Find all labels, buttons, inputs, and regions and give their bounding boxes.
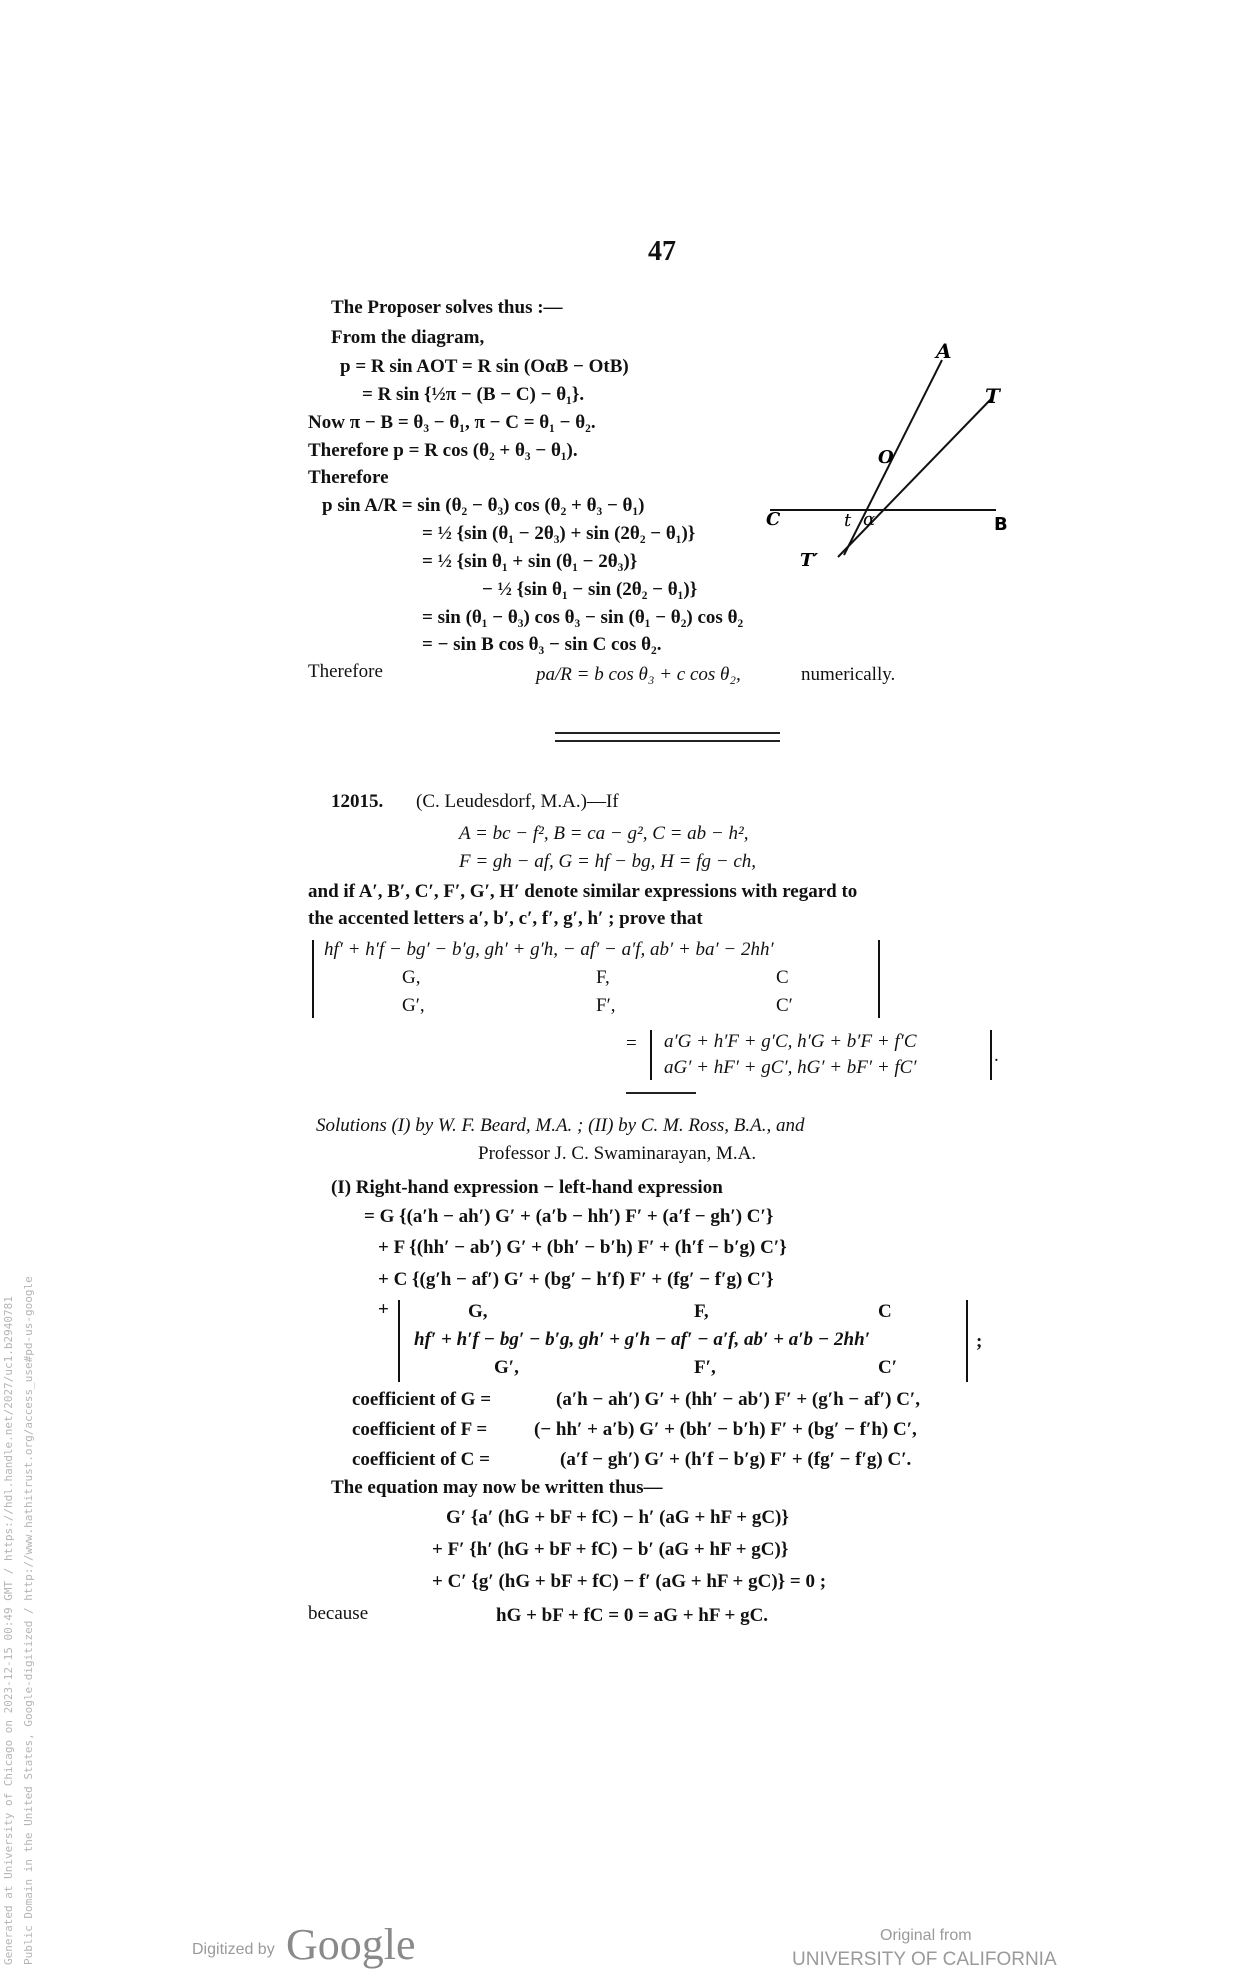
- eq-psinA-6: = − sin B cos θ₃ − sin C cos θ₂.: [422, 634, 662, 655]
- det1-r2-c3: C: [776, 967, 789, 988]
- det1-right-bar: [878, 940, 880, 1018]
- solutions-heading-2: Professor J. C. Swaminarayan, M.A.: [478, 1143, 757, 1164]
- eq-psinA-3: = ½ {sin θ₁ + sin (θ₁ − 2θ₃)}: [422, 551, 638, 572]
- eq-psinA-1: p sin A/R = sin (θ₂ − θ₃) cos (θ₂ + θ₃ − θ₁): [322, 495, 645, 516]
- coef-C-label: coefficient of C =: [352, 1449, 490, 1470]
- det1-r3-c1: G′,: [402, 995, 425, 1016]
- original-from-label: Original from: [880, 1927, 972, 1944]
- solutions-heading: Solutions (I) by W. F. Beard, M.A. ; (II) by C. M. Ross, B.A., and: [316, 1115, 805, 1136]
- label-B: B: [994, 514, 1008, 535]
- short-divider: [626, 1092, 696, 1094]
- equation-line-1: G′ {a′ (hG + bF + fC) − h′ (aG + hF + gC)}: [446, 1507, 789, 1528]
- det3-r3-c3: C′: [878, 1357, 898, 1378]
- det-equals: =: [626, 1033, 637, 1054]
- eq-p-2: = R sin {½π − (B − C) − θ₁}.: [362, 384, 585, 405]
- det3-r3-c1: G′,: [494, 1357, 519, 1378]
- equation-line-2: + F′ {h′ (hG + bF + fC) − b′ (aG + hF + gC)}: [432, 1539, 789, 1560]
- det3-r3-c2: F′,: [694, 1357, 716, 1378]
- eq-p-1: p = R sin AOT = R sin (OαB − OtB): [340, 356, 629, 377]
- therefore-2: Therefore: [308, 467, 389, 488]
- label-O: O: [878, 447, 894, 468]
- label-C: C: [766, 509, 781, 530]
- line-TT-prime: [838, 398, 992, 557]
- problem-eq-1: A = bc − f², B = ca − g², C = ab − h²,: [459, 823, 749, 844]
- eq-psinA-2: = ½ {sin (θ₁ − 2θ₃) + sin (2θ₂ − θ₁)}: [422, 523, 696, 544]
- because-equation: hG + bF + fC = 0 = aG + hF + gC.: [496, 1605, 769, 1626]
- therefore-3: Therefore: [308, 661, 383, 682]
- label-t: t: [844, 510, 852, 531]
- problem-author: (C. Leudesdorf, M.A.)—If: [416, 791, 619, 812]
- coef-F-value: (− hh′ + a′b) G′ + (bh′ − b′h) F′ + (bg′ − f′h) C′,: [534, 1419, 917, 1440]
- det3-r1-c1: G,: [468, 1301, 488, 1322]
- problem-text-1: and if A′, B′, C′, F′, G′, H′ denote similar expressions with regard to: [308, 881, 858, 902]
- watermark-line-2: Public Domain in the United States, Google-digitized / http://www.hathitrust.org/access_use#pd-us-google: [22, 1276, 35, 1965]
- geometry-diagram: [760, 330, 1020, 580]
- solution-line-2: = G {(a′h − ah′) G′ + (a′b − hh′) F′ + (a′f − gh′) C′}: [364, 1206, 774, 1227]
- section-divider-top: [555, 732, 780, 734]
- det3-row2: hf′ + h′f − bg′ − b′g, gh′ + g′h − af′ − a′f, ab′ + a′b − 2hh′: [414, 1329, 871, 1350]
- det3-semicolon: ;: [976, 1331, 983, 1352]
- problem-eq-2: F = gh − af, G = hf − bg, H = fg − ch,: [459, 851, 756, 872]
- access-watermark: [0, 0, 40, 1978]
- solution-line-3: + F {(hh′ − ab′) G′ + (bh′ − b′h) F′ + (h′f − b′g) C′}: [378, 1237, 787, 1258]
- watermark-line-1: Generated at University of Chicago on 2023-12-15 00:49 GMT / https://hdl.handle.net/2027/uc1.b2940781: [2, 1296, 15, 1965]
- det1-r2-c2: F,: [596, 967, 610, 988]
- det3-right-bar: [966, 1300, 968, 1382]
- label-T-prime: T′: [800, 550, 819, 571]
- label-T: T: [985, 384, 1000, 408]
- label-alpha: α: [863, 509, 876, 530]
- coef-C-value: (a′f − gh′) G′ + (h′f − b′g) F′ + (fg′ − f′g) C′.: [560, 1449, 912, 1470]
- det2-right-bar: [990, 1030, 992, 1080]
- digitized-by-label: Digitized by: [192, 1941, 275, 1958]
- numerically-label: numerically.: [801, 664, 896, 685]
- label-A: A: [936, 339, 952, 363]
- eq-now: Now π − B = θ₃ − θ₁, π − C = θ₁ − θ₂.: [308, 412, 596, 433]
- det1-row1: hf′ + h′f − bg′ − b′g, gh′ + g′h, − af′ − a′f, ab′ + ba′ − 2hh′: [324, 939, 774, 960]
- google-logo: Google: [286, 1920, 416, 1969]
- det3-plus: +: [378, 1299, 389, 1320]
- solution-line-4: + C {(g′h − af′) G′ + (bg′ − h′f) F′ + (fg′ − f′g) C′}: [378, 1269, 774, 1290]
- eq-psinA-4: − ½ {sin θ₁ − sin (2θ₂ − θ₁)}: [482, 579, 698, 600]
- university-label: UNIVERSITY OF CALIFORNIA: [792, 1949, 1057, 1970]
- because-label: because: [308, 1603, 369, 1624]
- det3-r1-c2: F,: [694, 1301, 709, 1322]
- det1-left-bar: [312, 940, 314, 1018]
- det1-r2-c1: G,: [402, 967, 421, 988]
- det3-r1-c3: C: [878, 1301, 892, 1322]
- det1-r3-c3: C′: [776, 995, 793, 1016]
- eq-psinA-5: = sin (θ₁ − θ₃) cos θ₃ − sin (θ₁ − θ₂) cos θ₂: [422, 607, 744, 628]
- page-number: 47: [648, 236, 676, 267]
- det1-r3-c2: F′,: [596, 995, 616, 1016]
- det2-row1: a′G + h′F + g′C, h′G + b′F + f′C: [664, 1031, 917, 1052]
- equation-intro: The equation may now be written thus—: [331, 1477, 663, 1498]
- eq-final: pa/R = b cos θ₃ + c cos θ₂,: [536, 664, 741, 685]
- problem-number: 12015.: [331, 791, 384, 812]
- proposer-line: The Proposer solves thus :—: [331, 297, 563, 318]
- det2-row2: aG′ + hF′ + gC′, hG′ + bF′ + fC′: [664, 1057, 917, 1078]
- coef-G-value: (a′h − ah′) G′ + (hh′ − ab′) F′ + (g′h − af′) C′,: [556, 1389, 921, 1410]
- det3-left-bar: [398, 1300, 400, 1382]
- eq-therefore-1: Therefore p = R cos (θ₂ + θ₃ − θ₁).: [308, 440, 578, 461]
- det2-left-bar: [650, 1030, 652, 1080]
- coef-G-label: coefficient of G =: [352, 1389, 492, 1410]
- coef-F-label: coefficient of F =: [352, 1419, 488, 1440]
- solution-line-1: (I) Right-hand expression − left-hand expression: [331, 1177, 723, 1198]
- problem-text-2: the accented letters a′, b′, c′, f′, g′, h′ ; prove that: [308, 908, 703, 929]
- diagram-intro: From the diagram,: [331, 327, 485, 348]
- equation-line-3: + C′ {g′ (hG + bF + fC) − f′ (aG + hF + gC)} = 0 ;: [432, 1571, 827, 1592]
- det2-period: .: [994, 1045, 999, 1066]
- section-divider-bottom: [555, 740, 780, 742]
